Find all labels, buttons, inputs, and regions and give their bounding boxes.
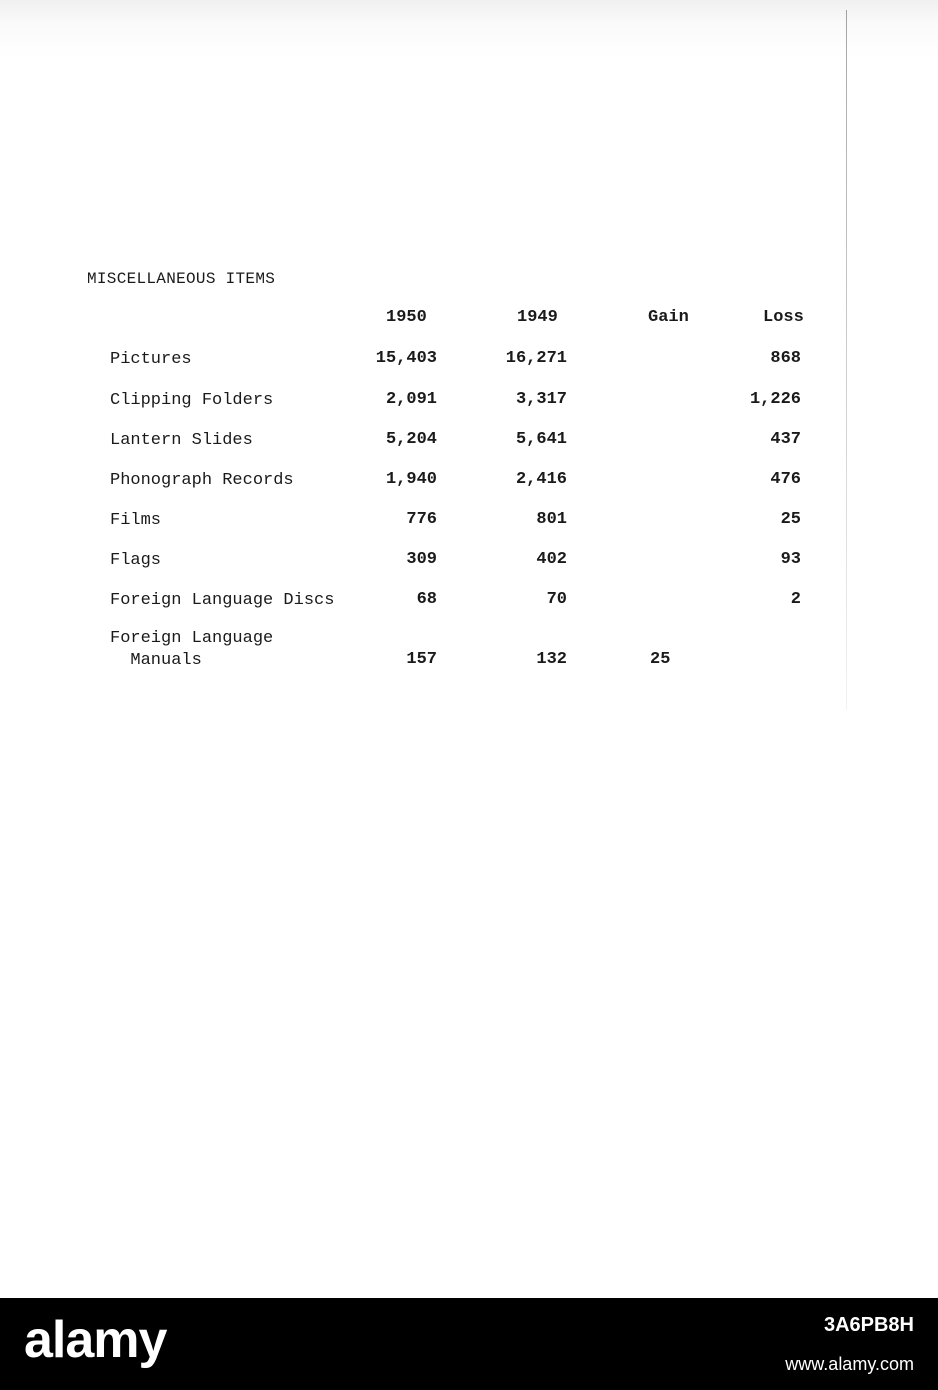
section-heading: MISCELLANEOUS ITEMS [87,270,276,288]
cell-1950: 2,091 [385,390,437,409]
row-label: Pictures [110,350,192,369]
row-label: Phonograph Records [110,471,294,490]
cell-loss: 437 [770,430,801,449]
row-label: Clipping Folders [110,391,274,410]
row-label: Foreign Language Discs [110,591,335,610]
cell-loss: 93 [780,550,801,569]
cell-1950: 5,204 [385,430,437,449]
column-header-loss: Loss [763,308,804,327]
cell-1950: 157 [406,650,437,669]
row-label: Films [110,511,162,530]
row-label: Lantern Slides [110,431,253,450]
row-label: Foreign Language Manuals [110,629,274,670]
cell-1949: 2,416 [515,470,567,489]
cell-gain: 25 [650,650,671,669]
stock-logo: alamy [24,1311,167,1369]
cell-loss: 868 [770,349,801,368]
cell-loss: 476 [770,470,801,489]
cell-1949: 132 [536,650,567,669]
column-header-gain: Gain [648,308,689,327]
cell-loss: 25 [780,510,801,529]
cell-1950: 776 [406,510,437,529]
cell-1950: 1,940 [385,470,437,489]
column-header-1950: 1950 [386,308,427,327]
row-label: Flags [110,551,162,570]
stock-image-id: 3A6PB8H [823,1314,914,1336]
column-header-1949: 1949 [517,308,558,327]
cell-loss: 1,226 [749,390,801,409]
cell-1949: 5,641 [515,430,567,449]
cell-1949: 402 [536,550,567,569]
cell-1950: 68 [416,590,437,609]
cell-1949: 3,317 [515,390,567,409]
cell-loss: 2 [790,590,801,609]
stock-url: www.alamy.com [785,1354,914,1374]
cell-1950: 15,403 [375,349,437,368]
cell-1949: 70 [546,590,567,609]
cell-1950: 309 [406,550,437,569]
cell-1949: 801 [536,510,567,529]
cell-1949: 16,271 [505,349,567,368]
scan-noise [0,0,938,60]
scan-edge-line [846,10,847,710]
